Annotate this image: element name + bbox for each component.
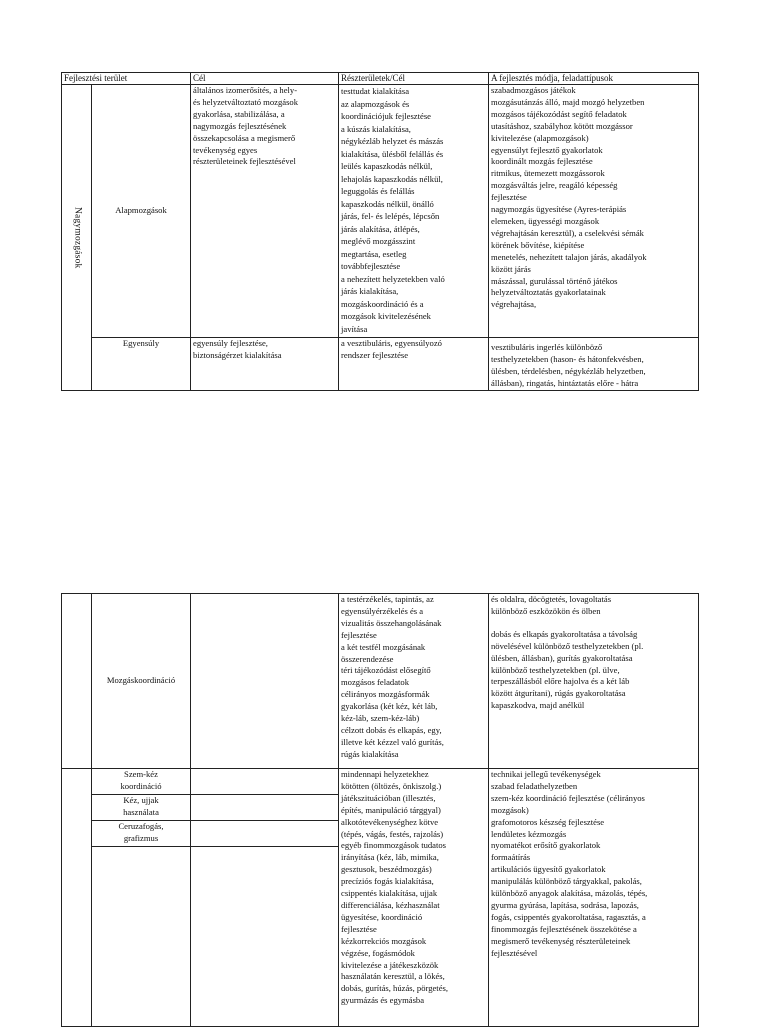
area-alapmozgasok: Alapmozgások (92, 85, 191, 338)
goal-cell-empty (191, 594, 339, 769)
area-mozgaskoordinacio: Mozgáskoordináció (92, 594, 191, 769)
subarea-cell: a testérzékelés, tapintás, az egyensúlyérzékelés és a vizualitás összehangolásának fejlesztése a két testfél mozgásának összerendezése téri tájékozódást elősegítő mozgásos feladatok célirányos mozgásformák gyakorlása (két kéz, két láb, kéz-láb, szem-kéz-láb) célzott dobás és elkapás, egy, illetve két kézzel való gurítás, rúgás kialakítása (339, 594, 489, 769)
header-subareas: Részterületek/Cél (339, 73, 489, 85)
group-cell-empty (62, 769, 92, 1027)
goal-cell-empty (191, 821, 339, 847)
development-table-1 (61, 72, 699, 391)
subarea-cell: a vesztibuláris, egyensúlyozó rendszer fejlesztése (339, 338, 489, 391)
area-kez-ujjak-hasznalata: Kéz, ujjak használata (92, 795, 191, 821)
goal-cell: egyensúly fejlesztése, biztonságérzet kialakítása (191, 338, 339, 391)
goal-cell-empty (191, 795, 339, 821)
goal-cell-empty (191, 769, 339, 795)
table-row (62, 85, 699, 338)
development-table-2 (61, 593, 699, 1027)
area-cell-empty (92, 847, 191, 1027)
method-cell: technikai jellegű tevékenységek szabad feladathelyzetben szem-kéz koordináció fejlesztése (célirányos mozgások) grafomotoros készség fejlesztése lendületes kézmozgás nyomatékot erősítő gyakorlatok formaátírás artikulációs ügyesítő gyakorlatok manipulálás különböző tárgyakkal, pakolás, különböző anyagok alakítása, mázolás, tépés, gyurma gyúrása, lapítása, sodrása, lapozás, fogás, csippentés gyakoroltatása, ragasztás, a finommozgás fejlesztésének összekötése a megismerő tevékenység részterületeinek fejlesztésével (489, 769, 699, 1027)
goal-cell-empty (191, 847, 339, 1027)
method-cell: szabadmozgásos játékok mozgásutánzás álló, majd mozgó helyzetben mozgásos tájékozódást segítő feladatok utasításhoz, szabályhoz kötött mozgássor kivitelezése (alapmozgások) egyensúlyt fejlesztő gyakorlatok koordinált mozgás fejlesztése ritmikus, ütemezett mozgássorok mozgásváltás jelre, reagáló képesség fejlesztése nagymozgás ügyesítése (Ayres-terápiás elemeken, ügyességi mozgások végrehajtásán keresztül), a cselekvési sémák körének bővítése, kiépítése menetelés, nehezített talajon járás, akadályok között járás mászással, gurulással történő játékos helyzetváltoztatás gyakorlatainak végrehajtása, (489, 85, 699, 338)
area-egyensuly: Egyensúly (92, 338, 191, 391)
header-goal: Cél (191, 73, 339, 85)
group-label-nagymozgasok: Nagymozgások (62, 85, 92, 391)
table-row (62, 594, 699, 769)
subarea-cell: mindennapi helyzetekhez kötötten (öltözés, önkiszolg.) játékszituációban (illesztés, építés, manipuláció tárggyal) alkotótevékenységhez kötve (tépés, vágás, festés, rajzolás) egyéb finommozgások tudatos irányítása (kéz, láb, mimika, gesztusok, beszédmozgás) precíziós fogás kialakítása, csippentés kialakítása, ujjak differenciálása, kézhasználat ügyesítése, koordináció fejlesztése kézkorrekciós mozgások végzése, fogásmódok kivitelezése a játékeszközök használatán keresztül, a lökés, dobás, gurítás, húzás, pörgetés, gyurmázás és egymásba (339, 769, 489, 1027)
header-method: A fejlesztés módja, feladattípusok (489, 73, 699, 85)
method-cell: vesztibuláris ingerlés különböző testhelyzetekben (hason- és hátonfekvésben, ülésben, térdelésben, négykézláb helyzetben, állásban), ringatás, hintáztatás előre - hátra (489, 338, 699, 391)
area-szem-kez-koordinacio: Szem-kéz koordináció (92, 769, 191, 795)
subarea-cell: testtudat kialakítása az alapmozgások és koordinációjuk fejlesztése a kúszás kialakítása, négykézláb helyzet és mászás kialakítása, ülésből felállás és leülés kapaszkodás nélkül, lehajolás kapaszkodás nélkül, leguggolás és felállás kapaszkodás nélkül, önálló járás, fel- és lelépés, lépcsőn járás alakítása, átlépés, meglévő mozgásszint megtartása, esetleg továbbfejlesztése a nehezített helyzetekben való járás kialakítása, mozgáskoordináció és a mozgások kivitelezésének javítása (339, 85, 489, 338)
header-area: Fejlesztési terület (62, 73, 191, 85)
goal-cell: általános izomerősítés, a hely- és helyzetváltoztató mozgások gyakorlása, stabilizálása, a nagymozgás fejlesztésének összekapcsolása a megismerő tevékenység egyes részterületeinek fejlesztésével (191, 85, 339, 338)
table-header-row (62, 73, 699, 85)
table-row (62, 338, 699, 391)
area-ceruzafogas-grafizmus: Ceruzafogás, grafizmus (92, 821, 191, 847)
group-cell-empty (62, 594, 92, 769)
method-cell: és oldalra, döcögtetés, lovagoltatás különböző eszközökön és ölben dobás és elkapás gyakoroltatása a távolság növelésével különböző testhelyzetekben (pl. ülésben, állásban), gurítás gyakoroltatása különböző testhelyzetekben (pl. ülve, terpeszállásból előre hajolva és a két láb között átgurítani), rúgás gyakoroltatása kapaszkodva, majd anélkül (489, 594, 699, 769)
table-row (62, 769, 699, 795)
